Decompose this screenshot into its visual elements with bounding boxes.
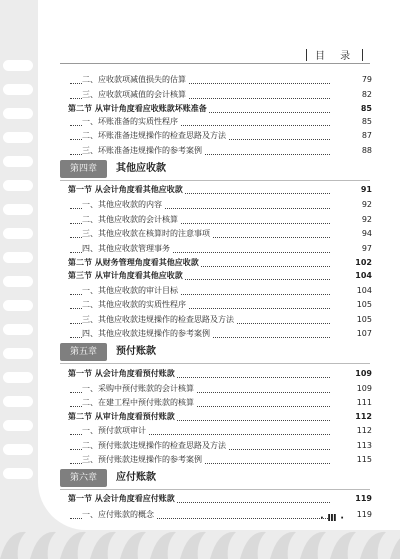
page-number: 87 <box>330 130 372 142</box>
entry-title: 一、坏账准备的实质性程序 <box>82 117 178 126</box>
entry-title: 二、应收款项减值损失的估算 <box>82 75 186 84</box>
page-number: 109 <box>330 368 372 380</box>
header-bar-right <box>362 49 363 61</box>
chapter-heading <box>0 469 400 487</box>
toc-section-entry[interactable] <box>0 368 400 380</box>
entry-title: 三、预付账款违规操作的参考案例 <box>82 455 202 464</box>
page-header <box>306 47 366 63</box>
scallop-shape <box>0 532 26 559</box>
scallop-shape <box>300 532 326 559</box>
entry-title: 第二节 从财务管理角度看其他应收款 <box>68 258 199 267</box>
scallop-shape <box>390 532 400 559</box>
scallop-shape <box>330 532 356 559</box>
toc-subentry[interactable] <box>0 454 400 466</box>
chapter-rule <box>60 363 370 364</box>
entry-title: 二、在建工程中预付账款的核算 <box>82 398 194 407</box>
entry-title: 第二节 从审计角度看应收账款坏账准备 <box>68 104 207 113</box>
scallop-shape <box>210 532 236 559</box>
page-number: 113 <box>330 440 372 452</box>
entry-title: 第一节 从会计角度看预付账款 <box>68 369 175 378</box>
edge-tab <box>3 60 33 71</box>
chapter-label: 第六章 <box>60 469 107 487</box>
page-number: 115 <box>330 454 372 466</box>
toc-subentry[interactable] <box>0 130 400 142</box>
entry-title: 一、应付账款的概念 <box>82 510 154 519</box>
page-number: 79 <box>330 74 372 86</box>
page-number: 97 <box>330 243 372 255</box>
page-number: 119 <box>330 509 372 521</box>
page-number: 119 <box>330 493 372 505</box>
page-number: 92 <box>330 214 372 226</box>
entry-title: 四、其他应收款管理事务 <box>82 244 170 253</box>
scallop-shape <box>30 532 56 559</box>
page-number: 104 <box>330 285 372 297</box>
header-bar-left <box>306 49 307 61</box>
entry-title: 三、应收款项减值的会计核算 <box>82 90 186 99</box>
page-number: 105 <box>330 314 372 326</box>
toc-section-entry[interactable] <box>0 493 400 505</box>
entry-title: 三、其他应收款违规操作的检查思路及方法 <box>82 315 234 324</box>
page-number: 85 <box>330 116 372 128</box>
entry-title: 第一节 从会计角度看应付账款 <box>68 494 175 503</box>
scallop-shape <box>270 532 296 559</box>
header-rule <box>60 63 370 64</box>
entry-title: 三、坏账准备违规操作的参考案例 <box>82 146 202 155</box>
chapter-title: 预付账款 <box>116 346 156 357</box>
chapter-label: 第四章 <box>60 160 107 178</box>
toc-subentry[interactable] <box>0 74 400 86</box>
toc-subentry[interactable] <box>0 145 400 157</box>
chapter-heading <box>0 160 400 178</box>
chapter-heading <box>0 343 400 361</box>
chapter-label: 第五章 <box>60 343 107 361</box>
scallop-shape <box>120 532 146 559</box>
page-number: 91 <box>330 184 372 196</box>
toc-subentry[interactable] <box>0 425 400 437</box>
page-number: 88 <box>330 145 372 157</box>
entry-title: 一、预付款项审计 <box>82 426 146 435</box>
page-number: 105 <box>330 299 372 311</box>
page-number: 94 <box>330 228 372 240</box>
entry-title: 三、其他应收款在核算时的注意事项 <box>82 229 210 238</box>
scallop-shape <box>90 532 116 559</box>
toc-section-entry[interactable] <box>0 270 400 282</box>
page-number: 111 <box>330 397 372 409</box>
page-number: 82 <box>330 89 372 101</box>
entry-title: 一、其他应收款的内容 <box>82 200 162 209</box>
scallop-shape <box>60 532 86 559</box>
page-number: 104 <box>330 270 372 282</box>
entry-title: 二、其他应收款的实质性程序 <box>82 300 186 309</box>
entry-title: 第三节 从审计角度看其他应收款 <box>68 271 183 280</box>
page-number: 109 <box>330 383 372 395</box>
scallop-shape <box>180 532 206 559</box>
toc-section-entry[interactable] <box>0 184 400 196</box>
page-number: 92 <box>330 199 372 211</box>
entry-title: 二、预付账款违规操作的检查思路及方法 <box>82 441 226 450</box>
scallop-shape <box>150 532 176 559</box>
page-number: 102 <box>330 257 372 269</box>
entry-title: 二、其他应收款的会计核算 <box>82 215 178 224</box>
entry-title: 四、其他应收款违规操作的参考案例 <box>82 329 210 338</box>
entry-title: 二、坏账准备违规操作的检查思路及方法 <box>82 131 226 140</box>
toc-subentry[interactable] <box>0 199 400 211</box>
page-number: 112 <box>330 411 372 423</box>
entry-title: 第一节 从会计角度看其他应收款 <box>68 185 183 194</box>
entry-title: 一、其他应收款的审计目标 <box>82 286 178 295</box>
page-number: 85 <box>330 103 372 115</box>
chapter-title: 其他应收款 <box>116 163 166 174</box>
page-folio: · Ⅲ · <box>320 513 345 524</box>
page-number: 107 <box>330 328 372 340</box>
toc-subentry[interactable] <box>0 328 400 340</box>
scallop-shape <box>360 532 386 559</box>
toc-subentry[interactable] <box>0 228 400 240</box>
bottom-scallop-border <box>0 528 400 559</box>
header-title: 目 录 <box>315 51 357 62</box>
entry-title: 一、采购中预付账款的会计核算 <box>82 384 194 393</box>
scallop-shape <box>240 532 266 559</box>
entry-title: 第二节 从审计角度看预付账款 <box>68 412 175 421</box>
page-number: 112 <box>330 425 372 437</box>
toc-subentry[interactable] <box>0 299 400 311</box>
chapter-title: 应付账款 <box>116 472 156 483</box>
